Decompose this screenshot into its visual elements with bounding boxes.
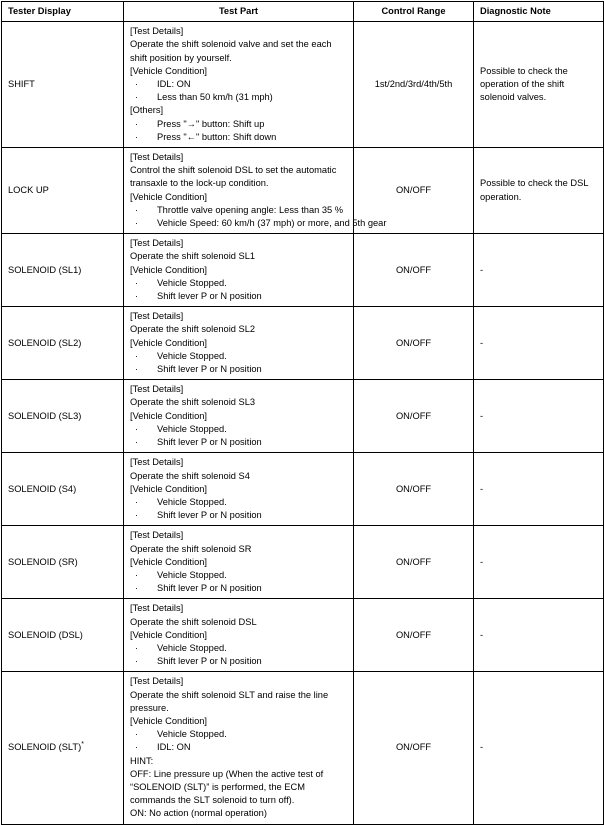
table-row [2,380,604,453]
test-part-line: Operate the shift solenoid DSL [130,616,257,627]
bullet-icon: · [135,131,138,142]
test-part-line: Operate the shift solenoid SL3 [130,397,256,408]
cell-tester-display [2,380,124,453]
test-part-bullet-line [130,423,347,436]
table-row [2,148,604,234]
table-row [2,599,604,672]
test-part-bullet-line [130,436,347,449]
test-part-line: [Test Details] [130,152,184,163]
column-header-control-range: Control Range [354,2,474,22]
table-row [2,672,604,824]
test-part-line: “SOLENOID (SLT)” is performed, the ECM [130,781,305,792]
bullet-icon: · [135,350,138,361]
table-row [2,526,604,599]
test-part-line-text: Press "←" button: Shift down [157,131,277,142]
cell-diagnostic-note: Possible to check the DSL operation. [474,148,604,234]
test-part-line: OFF: Line pressure up (When the active test of [130,768,324,779]
test-part-bullet-line [130,91,347,104]
cell-diagnostic-note: - [474,307,604,380]
test-part-bullet-line [130,350,347,363]
bullet-icon: · [135,569,138,580]
cell-test-part [124,672,354,824]
cell-tester-display [2,22,124,148]
table-header-row [2,2,604,22]
test-part-bullet-line [130,217,387,230]
test-part-line-text: Vehicle Speed: 60 km/h (37 mph) or more, and 5th gear [157,218,387,229]
test-part-line: [Test Details] [130,238,184,249]
test-part-lines [130,237,347,303]
cell-diagnostic-note: - [474,599,604,672]
bullet-icon: · [135,364,138,375]
test-part-line: Operate the shift solenoid S4 [130,470,250,481]
table-body [2,22,604,824]
test-part-lines [130,456,347,522]
table-header [2,2,604,22]
test-part-line-text: Shift lever P or N position [157,437,262,448]
test-part-line: Operate the shift solenoid SL1 [130,251,256,262]
test-part-lines [130,151,387,230]
test-part-line: Operate the shift solenoid SL2 [130,324,256,335]
test-part-line: HINT: [130,755,154,766]
test-part-line-text: Shift lever P or N position [157,364,262,375]
active-test-table [1,1,604,825]
tester-display-label: LOCK UP [8,185,49,196]
test-part-line: [Vehicle Condition] [130,337,208,348]
bullet-icon: · [135,118,138,129]
cell-control-range: ON/OFF [354,307,474,380]
bullet-icon: · [135,277,138,288]
bullet-icon: · [135,742,138,753]
table-row [2,22,604,148]
tester-display-label: SOLENOID (SL3) [8,410,82,421]
cell-tester-display [2,599,124,672]
cell-tester-display [2,526,124,599]
test-part-bullet-line [130,496,347,509]
cell-control-range: ON/OFF [354,599,474,672]
test-part-line: [Vehicle Condition] [130,629,208,640]
cell-test-part [124,526,354,599]
test-part-bullet-line [130,290,347,303]
test-part-bullet-line [130,569,347,582]
test-part-line: [Vehicle Condition] [130,410,208,421]
test-part-line: [Test Details] [130,311,184,322]
test-part-bullet-line [130,131,347,144]
test-part-line: [Test Details] [130,676,184,687]
test-part-line: [Vehicle Condition] [130,483,208,494]
test-part-bullet-line [130,118,347,131]
test-part-line: [Vehicle Condition] [130,264,208,275]
test-part-lines [130,310,347,376]
bullet-icon: · [135,642,138,653]
test-part-bullet-line [130,363,347,376]
test-part-lines [130,602,347,668]
bullet-icon: · [135,496,138,507]
test-part-line-text: Shift lever P or N position [157,656,262,667]
bullet-icon: · [135,92,138,103]
test-part-line: transaxle to the lock-up condition. [130,178,269,189]
cell-control-range: ON/OFF [354,380,474,453]
cell-tester-display [2,672,124,824]
test-part-line-text: IDL: ON [157,742,191,753]
cell-diagnostic-note: - [474,453,604,526]
test-part-bullet-line [130,78,347,91]
cell-diagnostic-note: - [474,672,604,824]
test-part-line-text: Vehicle Stopped. [157,350,227,361]
cell-test-part [124,22,354,148]
test-part-bullet-line [130,642,347,655]
table-row [2,307,604,380]
cell-test-part [124,453,354,526]
bullet-icon: · [135,729,138,740]
footnote-marker: * [81,741,84,749]
test-part-lines [130,383,347,449]
cell-diagnostic-note: - [474,234,604,307]
cell-control-range: ON/OFF [354,234,474,307]
cell-tester-display [2,453,124,526]
cell-test-part [124,307,354,380]
bullet-icon: · [135,437,138,448]
cell-test-part [124,148,387,234]
test-part-line: Operate the shift solenoid valve and set the each [130,39,332,50]
test-part-bullet-line [130,204,347,217]
test-part-line-text: Less than 50 km/h (31 mph) [157,92,273,103]
test-part-line-text: Vehicle Stopped. [157,569,227,580]
test-part-line-text: Shift lever P or N position [157,291,262,302]
bullet-icon: · [135,79,138,90]
tester-display-label: SOLENOID (DSL) [8,629,83,640]
test-part-line: [Test Details] [130,457,184,468]
test-part-line: Control the shift solenoid DSL to set the automatic [130,165,337,176]
cell-control-range: ON/OFF [354,453,474,526]
bullet-icon: · [135,510,138,521]
table-row [2,234,604,307]
test-part-line: [Test Details] [130,26,184,37]
test-part-line: ON: No action (normal operation) [130,808,267,819]
bullet-icon: · [135,423,138,434]
test-part-line-text: Throttle valve opening angle: Less than 35 % [157,204,344,215]
test-part-line: Operate the shift solenoid SR [130,543,252,554]
bullet-icon: · [135,291,138,302]
tester-display-label: SOLENOID (SR) [8,556,78,567]
test-part-line: shift position by yourself. [130,52,232,63]
cell-tester-display [2,234,124,307]
cell-control-range: 1st/2nd/3rd/4th/5th [354,22,474,148]
cell-diagnostic-note: - [474,380,604,453]
test-part-line-text: Vehicle Stopped. [157,729,227,740]
bullet-icon: · [135,204,138,215]
cell-control-range: ON/OFF [354,148,474,234]
bullet-icon: · [135,656,138,667]
cell-tester-display [2,307,124,380]
test-part-line: [Vehicle Condition] [130,715,208,726]
tester-display-label: SOLENOID (SL2) [8,337,82,348]
cell-test-part [124,599,354,672]
cell-tester-display [2,148,124,234]
cell-diagnostic-note: Possible to check the operation of the shift solenoid valves. [474,22,604,148]
cell-control-range: ON/OFF [354,672,474,824]
table-row [2,453,604,526]
column-header-test-part: Test Part [124,2,354,22]
test-part-line: commands the SLT solenoid to turn off). [130,795,295,806]
test-part-bullet-line [130,582,347,595]
test-part-line: [Vehicle Condition] [130,65,208,76]
test-part-lines [130,675,347,820]
cell-test-part [124,380,354,453]
tester-display-label: SOLENOID (S4) [8,483,77,494]
test-part-line: [Others] [130,105,164,116]
test-part-bullet-line [130,655,347,668]
test-part-line-text: Press "→" button: Shift up [157,118,265,129]
cell-control-range: ON/OFF [354,526,474,599]
test-part-lines [130,529,347,595]
test-part-bullet-line [130,741,347,754]
test-part-line-text: Vehicle Stopped. [157,277,227,288]
test-part-line: Operate the shift solenoid SLT and raise the line [130,689,329,700]
test-part-line: [Test Details] [130,603,184,614]
test-part-bullet-line [130,277,347,290]
test-part-line: [Vehicle Condition] [130,556,208,567]
test-part-line-text: Vehicle Stopped. [157,496,227,507]
test-part-line: [Vehicle Condition] [130,191,208,202]
test-part-lines [130,25,347,144]
test-part-line-text: IDL: ON [157,79,191,90]
tester-display-label: SHIFT [8,79,35,90]
tester-display-label: SOLENOID (SLT) [8,742,82,753]
tester-display-label: SOLENOID (SL1) [8,264,82,275]
test-part-line: [Test Details] [130,530,184,541]
test-part-line-text: Shift lever P or N position [157,510,262,521]
bullet-icon: · [135,583,138,594]
test-part-line-text: Vehicle Stopped. [157,423,227,434]
column-header-diagnostic-note: Diagnostic Note [474,2,604,22]
test-part-line-text: Vehicle Stopped. [157,642,227,653]
cell-test-part [124,234,354,307]
test-part-bullet-line [130,509,347,522]
bullet-icon: · [135,218,138,229]
test-part-line: [Test Details] [130,384,184,395]
cell-diagnostic-note: - [474,526,604,599]
test-part-bullet-line [130,728,347,741]
test-part-line-text: Shift lever P or N position [157,583,262,594]
column-header-tester-display: Tester Display [2,2,124,22]
test-part-line: pressure. [130,702,169,713]
